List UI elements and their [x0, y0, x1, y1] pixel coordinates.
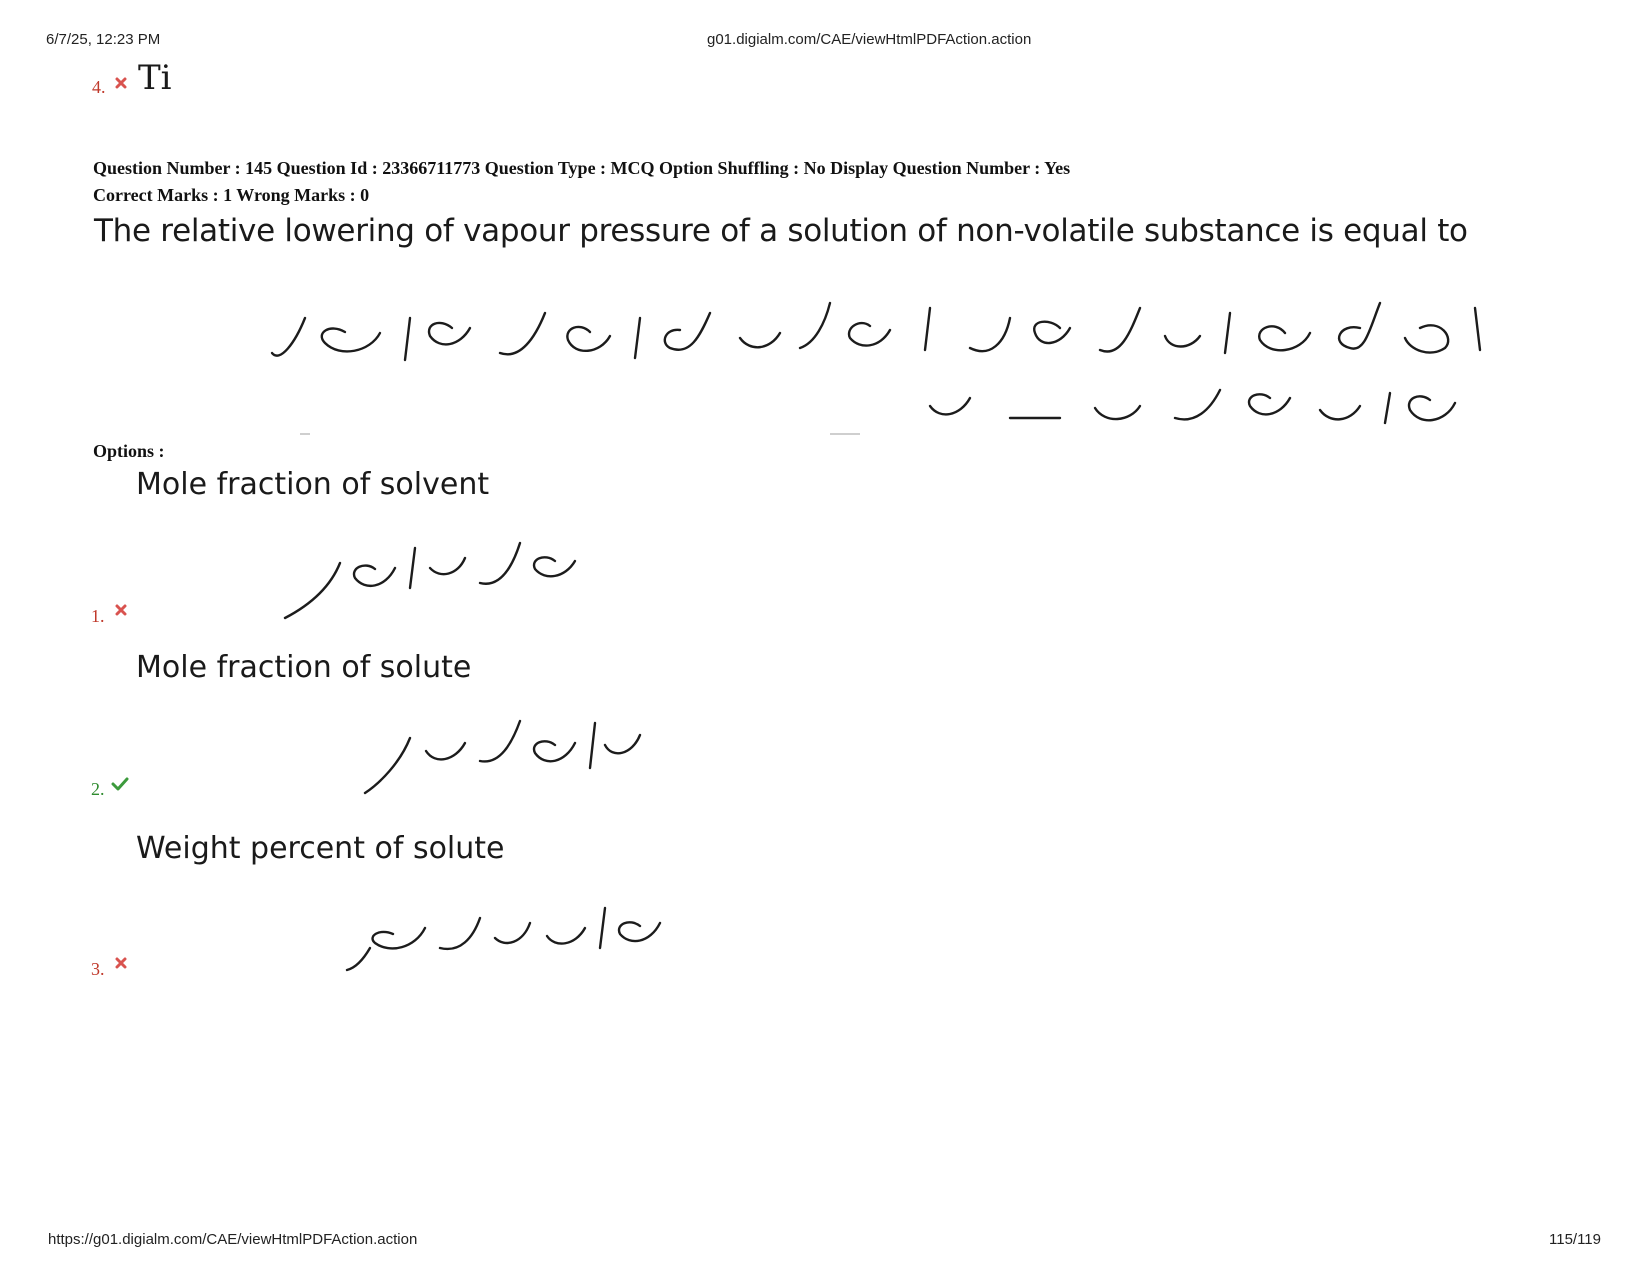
option-1-urdu-handwriting [280, 533, 590, 623]
question-meta: Question Number : 145 Question Id : 23366711773 Question Type : MCQ Option Shuffling : No Display Question Number : Yes [93, 158, 1071, 178]
option-number: 4. [92, 77, 106, 97]
option-1-number: 1. [91, 606, 105, 626]
option-3-text-english: Weight percent of solute [136, 831, 505, 866]
options-label: Options : [93, 441, 165, 461]
question-urdu-handwriting [270, 288, 1500, 438]
question-marks: Correct Marks : 1 Wrong Marks : 0 [93, 185, 370, 205]
option-3-urdu-handwriting [345, 898, 675, 983]
print-page-title: g01.digialm.com/CAE/viewHtmlPDFAction.action [707, 31, 1032, 48]
print-datetime: 6/7/25, 12:23 PM [46, 31, 161, 48]
question-text-english: The relative lowering of vapour pressure of a solution of non-volatile substance is equal to [94, 213, 1468, 249]
cross-icon [115, 957, 127, 969]
option-2-urdu-handwriting [360, 713, 660, 803]
checkmark-icon [111, 777, 129, 791]
cross-icon [115, 77, 127, 89]
print-footer-url: https://g01.digialm.com/CAE/viewHtmlPDFAction.action [48, 1231, 418, 1248]
print-page-number: 115/119 [1549, 1231, 1601, 1248]
option-2-number: 2. [91, 779, 105, 799]
option-1-text-english: Mole fraction of solvent [136, 467, 490, 502]
cross-icon [115, 604, 127, 616]
option-2-text-english: Mole fraction of solute [136, 650, 472, 685]
option-text: Ti [138, 58, 172, 98]
option-3-number: 3. [91, 959, 105, 979]
